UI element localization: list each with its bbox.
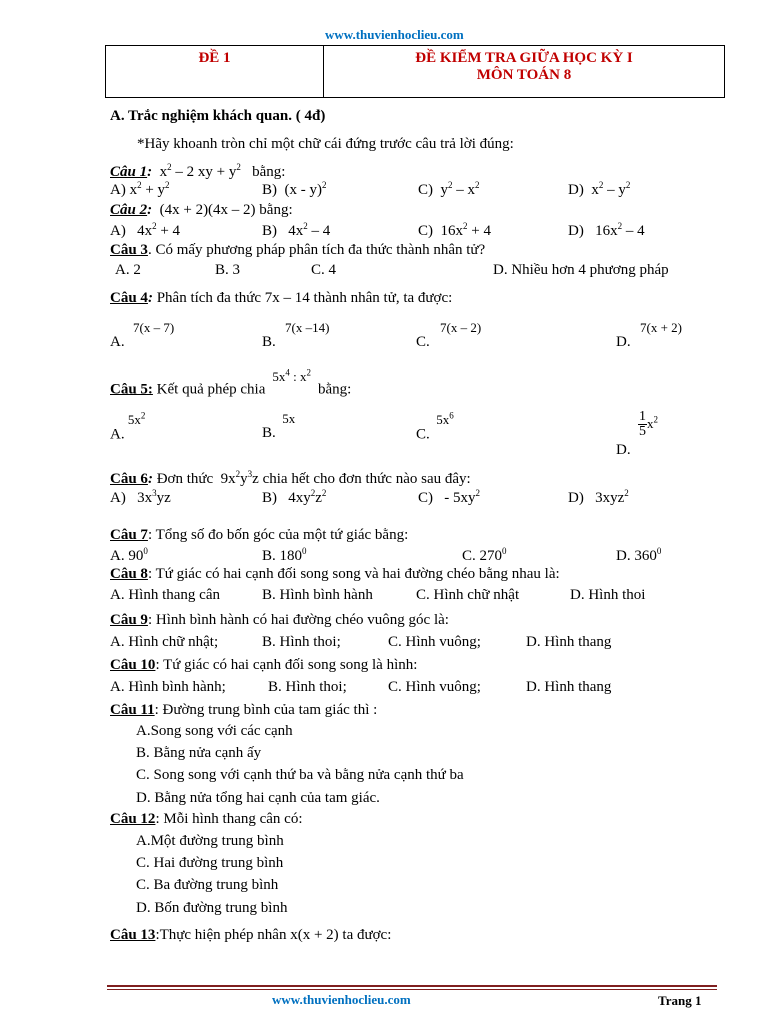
question-6: Câu 6: Đơn thức $9x^2y^3z$ chia hết cho đơn thức nào sau đây:	[110, 469, 471, 487]
q4-option-c-value: 7(x – 2)	[440, 320, 482, 335]
question-4: Câu 4: Phân tích đa thức 7x – 14 thành nhân tử, ta được:	[110, 290, 453, 306]
q12-option-d: D. Bốn đường trung bình	[136, 900, 288, 916]
question-label: Câu 13	[110, 927, 156, 943]
q1-option-a: A) $x^2 + y^2$	[110, 180, 170, 198]
exam-title-line1: ĐỀ KIỂM TRA GIỮA HỌC KỲ I	[415, 50, 633, 66]
q5-option-a: A. $5x^2$	[110, 411, 146, 443]
instruction: *Hãy khoanh tròn chỉ một chữ cái đứng trước câu trả lời đúng:	[137, 136, 514, 152]
exam-title-line2: MÔN TOÁN 8	[476, 67, 572, 83]
q7-option-d: D. $360^0$	[616, 546, 662, 564]
q9-option-c: C. Hình vuông;	[388, 634, 481, 650]
question-label: Câu 11	[110, 702, 155, 718]
question-label: Câu 10	[110, 657, 156, 673]
q4-option-a-label: A.	[110, 334, 125, 350]
q1-option-c: C) $y^2 - x^2$	[418, 180, 480, 198]
q6-option-d: D) 3xyz$^2$	[568, 488, 629, 506]
q11-option-d: D. Bằng nửa tổng hai cạnh của tam giác.	[136, 790, 380, 806]
q11-option-b: B. Bằng nửa cạnh ấy	[136, 745, 262, 761]
q6-option-b: B) $4xy^2z^2$	[262, 488, 327, 506]
footer-divider	[107, 985, 717, 987]
q5-option-d-label: D.	[616, 442, 631, 458]
q8-option-b: B. Hình bình hành	[262, 587, 373, 603]
q2-option-c: C) $16x^2 + 4$	[418, 221, 491, 239]
q5-option-d-fraction: $\frac{1}{5}$ $x^2$	[639, 409, 658, 439]
question-label: Câu 9	[110, 612, 148, 628]
q12-option-b: C. Hai đường trung bình	[136, 855, 284, 871]
question-5: Câu 5: Kết quả phép chia $5x^4$ : $x^2$ bằng:	[110, 368, 352, 398]
question-label: Câu 7	[110, 527, 148, 543]
question-8: Câu 8: Tứ giác có hai cạnh đối song song và hai đường chéo bằng nhau là:	[110, 566, 560, 582]
q10-option-d: D. Hình thang	[526, 679, 612, 695]
question-label: Câu 2	[110, 202, 148, 218]
q7-option-c: C. $270^0$	[462, 546, 507, 564]
q9-option-a: A. Hình chữ nhật;	[110, 634, 219, 650]
q4-option-d-value: 7(x + 2)	[640, 320, 682, 335]
q10-option-a: A. Hình bình hành;	[110, 679, 226, 695]
question-1: Câu 1: $x^2 - 2$ xy + $y^2$ bằng:	[110, 162, 286, 180]
question-2: Câu 2: (4x + 2)(4x – 2) bằng:	[110, 202, 293, 218]
q4-option-b-label: B.	[262, 334, 276, 350]
q5-option-c: C. $5x^6$	[416, 411, 454, 443]
exam-title	[324, 46, 725, 98]
q4-option-c-label: C.	[416, 334, 430, 350]
q11-option-a: A.Song song với các cạnh	[136, 723, 293, 739]
q4-option-b-value: 7(x –14)	[285, 320, 330, 335]
question-7: Câu 7: Tổng số đo bốn góc của một tứ giác bằng:	[110, 527, 409, 543]
section-title: A. Trắc nghiệm khách quan. ( 4đ)	[110, 108, 326, 124]
question-label: Câu 4	[110, 290, 148, 306]
q10-option-c: C. Hình vuông;	[388, 679, 481, 695]
question-label: Câu 6	[110, 471, 148, 487]
q5-option-b: B. 5x	[262, 411, 296, 441]
question-label: Câu 3	[110, 242, 148, 258]
question-12: Câu 12: Mỗi hình thang cân có:	[110, 811, 303, 827]
q2-option-a: A) $4x^2 + 4$	[110, 221, 181, 239]
q7-option-b: B. $180^0$	[262, 546, 307, 564]
q8-option-c: C. Hình chữ nhật	[416, 587, 520, 603]
header-site-url[interactable]: www.thuvienhoclieu.com	[325, 27, 464, 42]
q6-option-c: $C) - 5xy^2$	[418, 488, 480, 506]
q9-option-b: B. Hình thoi;	[262, 634, 341, 650]
q1-option-d: D) $x^2 - y^2$	[568, 180, 631, 198]
q7-option-a: A. $90^0$	[110, 546, 148, 564]
q4-option-d-label: D.	[616, 334, 631, 350]
footer-divider-thin	[107, 989, 717, 990]
q1-option-b: B) (x - y)$^2$	[262, 180, 327, 198]
q3-option-c: C. 4	[311, 262, 337, 278]
footer-site-url[interactable]: www.thuvienhoclieu.com	[272, 992, 411, 1007]
question-11: Câu 11: Đường trung bình của tam giác thì :	[110, 702, 378, 718]
q12-option-a: A.Một đường trung bình	[136, 833, 284, 849]
exam-header-table	[105, 45, 725, 98]
q3-option-d: D. Nhiều hơn 4 phương pháp	[493, 262, 669, 278]
q12-option-c: C. Ba đường trung bình	[136, 877, 279, 893]
q10-option-b: B. Hình thoi;	[268, 679, 347, 695]
question-label: Câu 5:	[110, 381, 153, 398]
q11-option-c: C. Song song với cạnh thứ ba và bằng nửa cạnh thứ ba	[136, 767, 464, 783]
q2-option-d: D) $16x^2 - 4$	[568, 221, 645, 239]
q3-option-a: A. 2	[115, 262, 141, 278]
exam-code: ĐỀ 1	[106, 46, 324, 98]
q4-option-a-value: 7(x – 7)	[133, 320, 175, 335]
q9-option-d: D. Hình thang	[526, 634, 612, 650]
q2-option-b: B) $4x^2 - 4$	[262, 221, 331, 239]
question-label: Câu 1	[110, 164, 148, 180]
question-3: Câu 3. Có mấy phương pháp phân tích đa thức thành nhân tử?	[110, 242, 486, 258]
question-9: Câu 9: Hình bình hành có hai đường chéo vuông góc là:	[110, 612, 449, 628]
q8-option-d: D. Hình thoi	[570, 587, 646, 603]
question-10: Câu 10: Tứ giác có hai cạnh đối song song là hình:	[110, 657, 418, 673]
q8-option-a: A. Hình thang cân	[110, 587, 220, 603]
page-number: Trang 1	[658, 993, 702, 1008]
q3-option-b: B. 3	[215, 262, 241, 278]
question-13: Câu 13:Thực hiện phép nhân x(x + 2) ta được:	[110, 927, 392, 943]
q6-option-a: A) $3x^3yz$	[110, 488, 171, 506]
question-label: Câu 12	[110, 811, 156, 827]
question-label: Câu 8	[110, 566, 148, 582]
